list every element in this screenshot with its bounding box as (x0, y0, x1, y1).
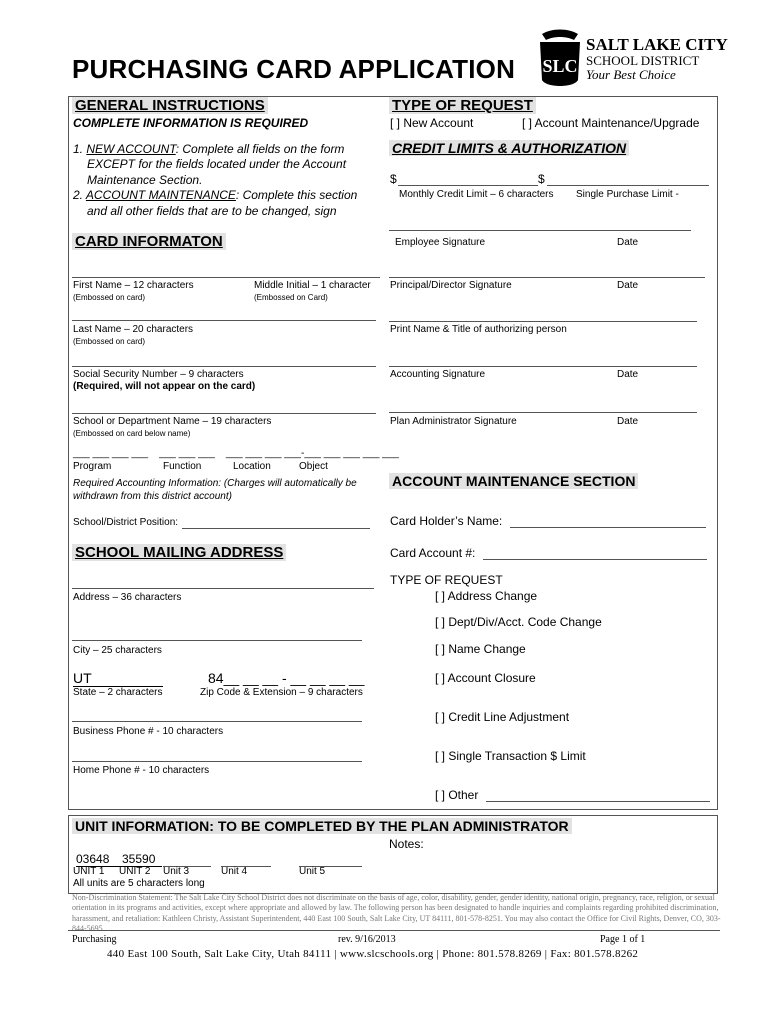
instruction-2: 2. ACCOUNT MAINTENANCE: Complete this section (73, 188, 358, 202)
unit-2-value[interactable]: 35590 (122, 852, 162, 867)
notes-label: Notes: (389, 837, 424, 851)
address-label: Address – 36 characters (73, 592, 182, 603)
first-name-label: First Name – 12 characters (73, 280, 194, 291)
footer-revision: rev. 9/16/2013 (338, 934, 396, 945)
logo-line-3: Your Best Choice (586, 67, 676, 82)
single-limit-label: Single Purchase Limit - (576, 189, 679, 200)
school-name-label: School or Department Name – 19 characters (73, 416, 272, 427)
accounting-note-2: withdrawn from this district account) (73, 491, 232, 502)
other-field[interactable] (486, 801, 710, 802)
accounting-signature-field[interactable] (389, 366, 697, 367)
footer-address: 440 East 100 South, Salt Lake City, Utah 84111 | www.slcschools.org | Phone: 801.578.8269 | Fax: 801.578.8262 (107, 948, 639, 960)
position-field[interactable] (182, 528, 370, 529)
unit-3-label: Unit 3 (163, 866, 190, 877)
state-label: State – 2 characters (73, 687, 163, 698)
monthly-limit-label: Monthly Credit Limit – 6 characters (399, 189, 554, 200)
unit-1-value[interactable]: 03648 (76, 852, 124, 867)
instruction-1: 1. NEW ACCOUNT: Complete all fields on the form (73, 142, 345, 156)
unit-4-label: Unit 4 (221, 866, 248, 877)
all-units-note: All units are 5 characters long (73, 878, 205, 889)
complete-info-required: COMPLETE INFORMATION IS REQUIRED (73, 116, 309, 130)
credit-limits-heading: CREDIT LIMITS & AUTHORIZATION (389, 140, 629, 156)
object-label: Object (299, 461, 328, 472)
accounting-signature-label: Accounting Signature (390, 369, 486, 380)
employee-signature-label: Employee Signature (395, 237, 486, 248)
employee-signature-field[interactable] (389, 230, 691, 231)
zip-field[interactable]: 84__ __ __ - __ __ __ __ (208, 670, 365, 686)
mailing-address-heading: SCHOOL MAILING ADDRESS (72, 544, 286, 561)
city-label: City – 25 characters (73, 645, 162, 656)
unit-info-heading: UNIT INFORMATION: TO BE COMPLETED BY THE PLAN ADMINISTRATOR (72, 818, 572, 834)
school-name-field[interactable] (72, 413, 376, 414)
position-label: School/District Position: (73, 517, 179, 528)
general-instructions-heading: GENERAL INSTRUCTIONS (72, 97, 268, 114)
type-of-request-heading: TYPE OF REQUEST (389, 97, 536, 114)
district-logo-mark (534, 28, 586, 92)
accounting-note-1: Required Accounting Information: (Charges will automatically be (73, 478, 357, 489)
last-name-sub: (Embossed on card) (73, 337, 146, 346)
logo-line-1: SALT LAKE CITY (586, 35, 728, 54)
plan-admin-signature-label: Plan Administrator Signature (390, 416, 517, 427)
footer-left: Purchasing (72, 934, 117, 945)
location-label: Location (233, 461, 271, 472)
address-change-checkbox[interactable]: [ ] Address Change (435, 589, 538, 603)
footer-divider (68, 930, 720, 931)
card-holder-name-field[interactable] (510, 527, 706, 528)
first-name-sub: (Embossed on card) (73, 293, 146, 302)
card-account-label: Card Account #: (390, 546, 476, 560)
instruction-2-line-2: and all other fields that are to be changed, sign (87, 204, 337, 218)
district-logo (534, 28, 734, 92)
maintenance-upgrade-checkbox[interactable]: [ ] Account Maintenance/Upgrade (522, 116, 700, 130)
city-field[interactable] (72, 640, 362, 641)
accounting-date-label: Date (617, 369, 639, 380)
function-label: Function (163, 461, 202, 472)
instruction-1-line-2: EXCEPT for the fields located under the Account (87, 157, 347, 171)
name-change-checkbox[interactable]: [ ] Name Change (435, 642, 526, 656)
plan-admin-signature-field[interactable] (389, 412, 697, 413)
instruction-1-line-3: Maintenance Section. (87, 173, 203, 187)
middle-initial-sub: (Embossed on Card) (254, 293, 328, 302)
zip-label: Zip Code & Extension – 9 characters (200, 687, 363, 698)
non-discrimination-statement: Non-Discrimination Statement: The Salt Lake City School District does not discriminate on the basis of age, color, disability, gender, gender identity, national origin, pregnancy, race, religion, or sexual orientation in its programs and activities, except where appropriate and allowed by law. The following person has been designated to handle inquiries and complaints regarding prohibited discrimination, harassment, and retaliation: Kathleen Christy, Assistant Superintendent, 440 East 100 South, Salt Lake City, UT 84111, 801-578-8251. You may also contact the Office for Civil Rights, Denver, CO, 303-844-5695. (72, 893, 721, 934)
principal-signature-field[interactable] (389, 277, 705, 278)
logo-monogram: SLC (542, 56, 578, 76)
card-holder-name-label: Card Holder’s Name: (390, 514, 503, 528)
account-code-field[interactable]: ___ ___ ___ ___ ___ ___ ___ ___ ___ ___ ___-___ ___ ___ ___ ___ (73, 448, 399, 459)
ssn-label: Social Security Number – 9 characters (73, 369, 244, 380)
monthly-dollar-sign: $ (390, 172, 397, 186)
business-phone-field[interactable] (72, 721, 362, 722)
dept-code-change-checkbox[interactable]: [ ] Dept/Div/Acct. Code Change (435, 615, 602, 629)
account-closure-checkbox[interactable]: [ ] Account Closure (435, 671, 536, 685)
single-transaction-limit-checkbox[interactable]: [ ] Single Transaction $ Limit (435, 749, 586, 763)
middle-initial-label: Middle Initial – 1 character (254, 280, 371, 291)
print-name-label: Print Name & Title of authorizing person (390, 324, 567, 335)
last-name-label: Last Name – 20 characters (73, 324, 194, 335)
last-name-field[interactable] (72, 320, 376, 321)
home-phone-field[interactable] (72, 761, 362, 762)
address-field[interactable] (72, 588, 374, 589)
unit-1-label: UNIT 1 (73, 866, 105, 877)
card-account-field[interactable] (483, 559, 707, 560)
ssn-field[interactable] (72, 366, 376, 367)
credit-line-adjustment-checkbox[interactable]: [ ] Credit Line Adjustment (435, 710, 570, 724)
state-field[interactable]: UT (73, 670, 163, 687)
principal-date-label: Date (617, 280, 639, 291)
business-phone-label: Business Phone # - 10 characters (73, 726, 224, 737)
employee-date-label: Date (617, 237, 639, 248)
school-name-sub: (Embossed on card below name) (73, 429, 191, 438)
account-maintenance-heading: ACCOUNT MAINTENANCE SECTION (389, 473, 638, 489)
page-title: PURCHASING CARD APPLICATION (72, 54, 516, 84)
program-label: Program (73, 461, 112, 472)
unit-5-label: Unit 5 (299, 866, 326, 877)
principal-signature-label: Principal/Director Signature (390, 280, 512, 291)
card-information-heading: CARD INFORMATON (72, 233, 226, 250)
monthly-limit-field[interactable] (398, 185, 538, 186)
single-limit-field[interactable] (547, 185, 709, 186)
first-name-field[interactable] (72, 277, 380, 278)
home-phone-label: Home Phone # - 10 characters (73, 765, 210, 776)
plan-admin-date-label: Date (617, 416, 639, 427)
other-checkbox[interactable]: [ ] Other (435, 788, 479, 802)
single-dollar-sign: $ (538, 172, 545, 186)
print-name-field[interactable] (389, 321, 697, 322)
ssn-note: (Required, will not appear on the card) (73, 381, 256, 392)
footer-page: Page 1 of 1 (600, 934, 646, 945)
unit-2-label: UNIT 2 (119, 866, 151, 877)
new-account-checkbox[interactable]: [ ] New Account (390, 116, 474, 130)
logo-line-2: SCHOOL DISTRICT (586, 53, 700, 68)
maintenance-type-label: TYPE OF REQUEST (390, 573, 503, 587)
